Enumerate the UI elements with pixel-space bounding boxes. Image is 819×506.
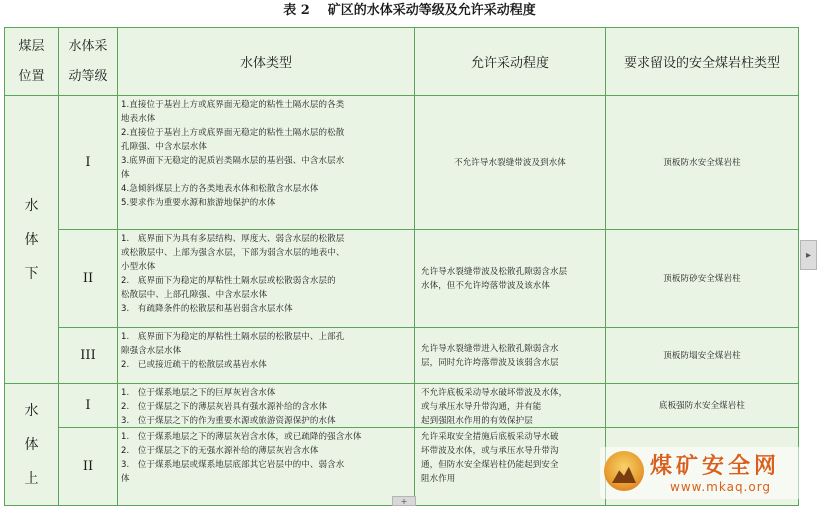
position-over-water [4,383,59,506]
header-allowed-extent: 允许采动程度 [414,27,606,96]
header-grade [58,27,118,96]
position-char: 水 [24,402,39,419]
grade-cell: II [58,427,118,506]
water-type-cell [117,229,415,328]
water-type-line: 隙强含水层水体 [121,346,182,356]
position-under-water [4,95,59,384]
water-type-cell [117,327,415,384]
allowed-line: 起到强阻水作用的有效保护层 [421,416,533,426]
position-char: 上 [24,470,39,487]
watermark-url: www.mkaq.org [670,480,772,494]
header-position-line2: 位置 [18,68,45,84]
water-type-line: 4.急倾斜煤层上方的各类地表水体和松散含水层水体 [121,184,319,194]
allowed-line: 或与承压水导升带沟通，并有能 [421,402,542,412]
allowed-cell [414,229,606,328]
water-type-line: 1. 位于煤系地层之下的巨厚灰岩含水体 [121,388,276,398]
position-char: 体 [24,436,39,453]
table-title-text: 矿区的水体采动等级及允许采动程度 [327,3,536,18]
pillar-cell: 顶板防塌安全煤岩柱 [605,327,799,384]
scroll-right-arrow-icon[interactable]: ▸ [800,240,817,270]
water-type-line: 2. 底界面下为稳定的厚粘性土隔水层或松散弱含水层的 [121,276,336,286]
allowed-line: 允许采取安全措施后底板采动导水破 [421,432,559,442]
water-type-line: 2. 已或接近疏干的松散层或基岩水体 [121,360,267,370]
water-type-line: 小型水体 [121,262,156,272]
scroll-bottom-handle-icon[interactable]: + [392,496,416,506]
allowed-line: 层，同时允许垮落带波及该弱含水层 [421,357,559,368]
header-water-type: 水体类型 [117,27,415,96]
water-type-cell [117,427,415,506]
pillar-cell: 顶板防水安全煤岩柱 [605,95,799,230]
grade-cell: I [58,95,118,230]
allowed-cell [414,427,606,506]
water-type-line: 3. 有疏降条件的松散层和基岩弱含水层水体 [121,304,293,314]
pillar-cell: 顶板防砂安全煤岩柱 [605,229,799,328]
watermark-text: 煤矿安全网 [650,453,781,479]
water-type-line: 地表水体 [121,114,156,124]
allowed-line: 通，但防水安全煤岩柱仍能起到安全 [421,460,559,470]
water-type-line: 3. 位于煤系地层或煤系地层底部其它岩层中的中、弱含水 [121,460,345,470]
position-char: 水 [24,197,39,214]
position-char: 下 [24,265,39,282]
water-type-line: 松散层中、上部孔隙强、中含水层水体 [121,290,268,300]
water-type-cell [117,95,415,230]
allowed-cell [414,95,606,230]
allowed-line: 不允许底板采动导水破坏带波及水体， [421,388,568,398]
allowed-cell [414,327,606,384]
site-watermark [600,447,805,499]
header-position [4,27,59,96]
water-type-line: 5.要求作为重要水源和旅游地保护的水体 [121,198,276,208]
header-grade-line1: 水体采 [68,38,108,54]
water-type-line: 2. 位于煤层之下的无强水源补给的薄层灰岩含水体 [121,446,319,456]
water-type-line: 体 [121,170,130,180]
grade-cell: II [58,229,118,328]
allowed-line: 水体，但不允许垮落带波及该水体 [421,280,551,291]
header-pillar-type: 要求留设的安全煤岩柱类型 [605,27,799,96]
water-type-line: 或松散层中、上部为强含水层，下部为弱含水层的地表中、 [121,248,345,258]
water-type-line: 2.直接位于基岩上方或底界面无稳定的粘性土隔水层的松散 [121,128,345,138]
header-position-line1: 煤层 [18,38,45,54]
water-type-line: 1. 底界面下为具有多层结构、厚度大、弱含水层的松散层 [121,234,345,244]
water-type-line: 1. 位于煤系地层之下的薄层灰岩含水体，或已疏降的强含水体 [121,432,362,442]
water-type-line: 3.底界面下无稳定的泥质岩类隔水层的基岩强、中含水层水 [121,156,345,166]
water-type-line: 体 [121,474,130,484]
allowed-cell [414,383,606,428]
water-type-line: 3. 位于煤层之下的作为重要水源或旅游资源保护的水体 [121,416,336,426]
allowed-line: 允许导水裂缝带进入松散孔隙弱含水 [421,343,559,354]
grade-cell: I [58,383,118,428]
pillar-cell: 底板强防水安全煤岩柱 [605,383,799,428]
allowed-line: 允许导水裂缝带波及松散孔隙弱含水层 [421,266,568,277]
table-number: 表 2 [283,3,310,18]
mine-logo-icon [604,451,644,491]
water-type-line: 1. 底界面下为稳定的厚粘性土隔水层的松散层中、上部孔 [121,332,345,342]
allowed-line: 阻水作用 [421,474,456,484]
allowed-line: 不允许导水裂缝带波及到水体 [454,157,566,168]
grade-cell: III [58,327,118,384]
water-type-line: 1.直接位于基岩上方或底界面无稳定的粘性土隔水层的各类 [121,100,345,110]
water-type-line: 孔隙强、中含水层水体 [121,142,208,152]
position-char: 体 [24,231,39,248]
water-type-cell [117,383,415,428]
water-type-line: 2. 位于煤层之下的薄层灰岩具有强水源补给的含水体 [121,402,328,412]
header-grade-line2: 动等级 [68,68,108,84]
allowed-line: 坏带波及水体，或与承压水导升带沟 [421,446,559,456]
